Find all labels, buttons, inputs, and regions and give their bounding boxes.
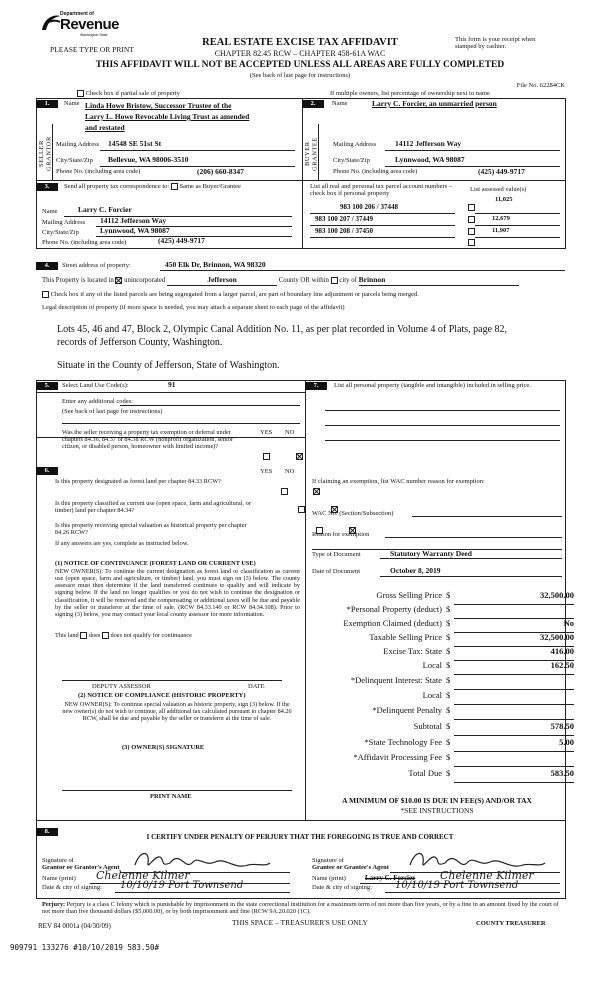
partial-sale-checkbox[interactable]: [77, 90, 84, 97]
calc-row: [312, 633, 574, 647]
section-5-badge: 5.: [36, 382, 58, 390]
buyer-city-label: City/State/Zip: [333, 157, 370, 164]
grantor-date-label: Date & city of signing:: [42, 884, 102, 891]
partial-sale-row: [77, 90, 180, 97]
does-label: does: [88, 632, 101, 639]
buyer-name: Larry C. Forcier, an unmarried person: [372, 99, 497, 108]
perjury-label: Perjury:: [42, 901, 66, 908]
logo-swoosh-icon: [40, 12, 62, 34]
please-type: PLEASE TYPE OR PRINT: [50, 45, 134, 54]
land-use-code: 91: [168, 380, 176, 389]
section6-q3: Is this property receiving special valuation as historical property per chapter 84.26 RCW?: [55, 522, 247, 537]
notice-2-text: NEW OWNER(S): To continue special valuation as historic property, sign (3) below. If the new owner(s) do not wish to continue, all additional tax calculated pursuant to chapter 84.26 RCW, shall be due and payable by the seller or transferor at the time of sale.: [62, 701, 292, 723]
parcel-row: [310, 196, 560, 213]
revenue-logo: [40, 10, 120, 40]
seller-city-label: City/State/Zip: [56, 157, 93, 164]
does-not-checkbox[interactable]: [102, 632, 109, 639]
parcel-personal-checkbox[interactable]: [468, 239, 475, 246]
calc-row: [312, 661, 574, 675]
dollar-sign: $: [446, 604, 451, 614]
seller-mail-label: Mailing Address: [56, 141, 100, 148]
seller-name: [85, 100, 249, 133]
parcels-header: List all real and personal tax parcel account numbers – check box if personal property: [310, 183, 453, 198]
seller-phone-label: Phone No. (including area code): [56, 168, 141, 175]
does-not-label: does not qualify for continuance: [110, 632, 192, 639]
dollar-sign: $: [446, 675, 451, 685]
parcel-number: 983 100 206 / 37448: [340, 203, 398, 211]
calc-row: [312, 619, 574, 633]
tax-corr-city-label: City/State/Zip: [42, 229, 79, 236]
calc-value: 32,500.00: [540, 590, 574, 600]
parcel-row: [310, 239, 560, 249]
see-back: (See back of last page for instructions): [249, 72, 351, 79]
seller-name-label: Name: [64, 100, 80, 107]
q1-yes-checkbox[interactable]: [281, 488, 288, 495]
city-checkbox[interactable]: [331, 277, 338, 284]
grantee-sig-label-2: Grantee or Grantee's Agent: [312, 864, 389, 872]
grantee-sig-label: [312, 857, 389, 872]
tax-corr-mail-label: Mailing Address: [42, 219, 86, 226]
buyer-side-label: BUYER GRANTEE: [304, 137, 319, 171]
seller-city: Bellevue, WA 98006-3510: [108, 155, 189, 164]
assessed-header: List assessed value(s): [470, 186, 527, 193]
calc-value: 32,500.00: [540, 632, 574, 642]
section5-yes-checkbox[interactable]: [263, 453, 270, 460]
located-row: [42, 276, 562, 286]
perjury-body: Perjury is a class C felony which is punishable by imprisonment in the state correctional institution for a maximum term of not more than five years, or by a fine in an amount fixed by the court of not more than five thousand dollars ($5,000.00), or by both imprisonment and fine (RCW 9A.20.020 (1C).: [42, 901, 559, 916]
city-of-label: city of: [339, 277, 357, 284]
dollar-sign: $: [446, 752, 451, 762]
calc-label: *Affidavit Processing Fee: [353, 752, 442, 762]
county-treasurer: COUNTY TREASURER: [476, 920, 546, 927]
buyer-city: Lynnwood, WA 98087: [395, 155, 465, 164]
doc-date: October 8, 2019: [390, 566, 441, 575]
partial-sale-label: Check box if partial sale of property: [85, 90, 180, 97]
logo-sub-text: Washington State: [80, 33, 108, 37]
section-7-badge: 7.: [305, 382, 327, 390]
continuance-row: [55, 632, 192, 639]
dollar-sign: $: [446, 660, 451, 670]
calc-label: Excise Tax: State: [383, 646, 442, 656]
tax-corr-phone-label: Phone No. (including area code): [42, 239, 127, 246]
within-label: within: [311, 277, 329, 284]
form-subtitle: CHAPTER 82.45 RCW – CHAPTER 458-61A WAC: [214, 49, 386, 58]
owner-signature-label: (3) OWNER(S) SIGNATURE: [122, 744, 205, 751]
grantee-name-print: Chelenne Kilmer: [440, 869, 534, 882]
parcel-number: 983 100 207 / 37449: [315, 215, 373, 223]
calc-label: Local: [422, 660, 442, 670]
section-6-badge: 6.: [36, 467, 58, 475]
treasurer-space: THIS SPACE – TREASURER'S USE ONLY: [232, 918, 368, 927]
seller-side-label: SELLER GRANTOR: [38, 136, 53, 172]
buyer-phone-label: Phone No. (including area code): [333, 168, 418, 175]
calc-label: *State Technology Fee: [364, 737, 442, 747]
same-as-buyer-checkbox[interactable]: [171, 183, 178, 190]
deputy-assessor-label: DEPUTY ASSESSOR: [92, 683, 151, 690]
land-use-see-back: (See back of last page for instructions): [62, 408, 163, 415]
same-as-buyer-label: Same as Buyer/Grantee: [179, 183, 241, 190]
grantor-date-city: 10/10/19 Port Townsend: [120, 880, 244, 891]
legal-text-line: Lots 45, 46 and 47, Block 2, Olympic Canal Addition No. 11, as per plat recorded in Volume 4 of Plats, page 82,: [57, 324, 508, 335]
grantee-sig-label-1: Signature of: [312, 857, 344, 864]
q1-no-checkbox[interactable]: [313, 488, 320, 495]
minimum-due-note: A MINIMUM OF $10.00 IS DUE IN FEE(S) AND/OR TAX: [342, 796, 532, 805]
seller-phone: (206) 660-8347: [197, 167, 244, 176]
tax-corr-name: Larry C. Forcier: [78, 205, 132, 214]
legal-text-line: Situate in the County of Jefferson, State of Washington.: [57, 360, 280, 371]
calc-label: *Delinquent Interest: State: [350, 675, 442, 685]
notice-1-title: (1) NOTICE OF CONTINUANCE (FOREST LAND OR CURRENT USE): [55, 560, 256, 567]
seller-name-line: Larry L. Howe Revocable Living Trust as amended: [85, 112, 250, 121]
form-title: REAL ESTATE EXCISE TAX AFFIDAVIT: [202, 37, 398, 48]
section5-yes: YES: [260, 429, 273, 436]
calc-row: [312, 591, 574, 605]
receipt-note: This form is your receipt when stamped by cashier.: [455, 36, 536, 51]
located-label: This Property is located in: [42, 277, 114, 284]
assessor-date-label: DATE: [248, 683, 265, 690]
calc-value: 5.00: [559, 737, 574, 747]
seller-name-line: Linda Howe Bristow, Successor Trustee of the: [85, 101, 232, 110]
parcel-row: [310, 227, 560, 237]
section5-no-checkbox[interactable]: [296, 453, 303, 460]
doc-type-label: Type of Document: [312, 551, 361, 558]
calc-value: 416.00: [550, 646, 574, 656]
calc-label: Subtotal: [413, 721, 442, 731]
calc-label: Local: [422, 690, 442, 700]
grantee-date-city: 10/10/19 Port Townsend: [395, 880, 519, 891]
street-label: Street address of property:: [62, 262, 131, 269]
calc-label: Taxable Selling Price: [369, 632, 442, 642]
section6-q2: Is this property classified as current use (open space, farm and agricultural, or timber) land per chapter 84.34?: [55, 500, 251, 515]
print-name-label: PRINT NAME: [150, 793, 192, 800]
county-value: Jefferson: [167, 276, 277, 286]
grantee-name-label: Name (print): [312, 875, 346, 882]
tax-corr-phone: (425) 449-9717: [158, 236, 205, 245]
grantor-sig-label-2: Grantor or Grantor's Agent: [42, 864, 120, 872]
parcel-personal-checkbox[interactable]: [468, 216, 475, 223]
calc-row: [312, 676, 574, 690]
notice-1-text: NEW OWNER(S): To continue the current designation as forest land or classification as current use (open space, farm and agriculture, or timber) land, you must sign on (3) below. The county assessor must then determine if the land transferred continues to qualify and will indicate by signing below. If the land no longer qualifies or you do not wish to continue the designation or classification, it will be removed and the compensating or additional taxes will be due and payable by the seller or transferor at the time of sale. (RCW 84.33.140 or RCW 84.34.108). Prior to signing (3) below, you may contact your local county assessor for more information.: [55, 568, 300, 618]
calc-value: No: [563, 618, 574, 628]
see-instructions: *SEE INSTRUCTIONS: [400, 806, 474, 815]
land-use-label: Select Land Use Code(s):: [62, 382, 129, 389]
parcel-assessed-value: 11,907: [492, 227, 510, 234]
section6-no: NO: [285, 468, 295, 475]
perjury-text: [42, 901, 562, 915]
grantor-sig-label-1: Signature of: [42, 857, 74, 864]
tax-corr-city: Lynnwood, WA 98087: [100, 226, 170, 235]
dollar-sign: $: [446, 721, 451, 731]
calc-row: [312, 647, 574, 661]
calc-value: 578.50: [550, 721, 574, 731]
calc-row: [312, 769, 574, 783]
dollar-sign: $: [446, 590, 451, 600]
section5-no: NO: [285, 429, 295, 436]
section5-question: Was the seller receiving a property tax exemption or deferral under chapters 84.36, 84.37 or 84.38 RCW (nonprofit organization, senior citizen, or disabled person, homeowner with limited income)?: [62, 429, 233, 451]
logo-top-text: Department of: [60, 11, 94, 17]
notice-2-title: (2) NOTICE OF COMPLIANCE (HISTORIC PROPERTY): [78, 692, 246, 699]
warning-banner: THIS AFFIDAVIT WILL NOT BE ACCEPTED UNLESS ALL AREAS ARE FULLY COMPLETED: [95, 60, 505, 70]
calc-label: *Delinquent Penalty: [372, 705, 442, 715]
doc-type: Statutory Warranty Deed: [390, 549, 472, 558]
parcel-number: 983 100 208 / 37450: [315, 227, 373, 235]
wac-label: WAC No. (Section/Subsection): [312, 510, 394, 517]
certify-statement: I CERTIFY UNDER PENALTY OF PERJURY THAT THE FOREGOING IS TRUE AND CORRECT: [146, 833, 454, 841]
unincorporated-label: unincorporated: [124, 277, 166, 284]
calc-value: 162.50: [550, 660, 574, 670]
parcel-assessed-value: 12,679: [492, 215, 510, 222]
calc-label: Total Due: [408, 768, 442, 778]
receipt-stamp: 909791 133276 #10/10/2019 583.50#: [10, 943, 160, 952]
file-number: File No. 62284CK: [516, 82, 565, 89]
segregated-checkbox[interactable]: [42, 291, 49, 298]
logo-main-text: Revenue: [60, 16, 120, 33]
section-8-badge: 8.: [36, 828, 58, 836]
legal-text-line: records of Jefferson County, Washington.: [57, 337, 223, 348]
dollar-sign: $: [446, 618, 451, 628]
buyer-phone: (425) 449-9717: [478, 167, 525, 176]
buyer-mail-label: Mailing Address: [333, 141, 377, 148]
county-or-label: County OR: [278, 277, 310, 284]
doc-date-label: Date of Document: [312, 568, 361, 575]
parcel-assessed-value: 11,025: [495, 196, 513, 203]
multiple-owners-note: If multiple owners, list percentage of ownership next to name: [330, 90, 490, 97]
grantor-name-print: Chelenne Kilmer: [96, 869, 190, 882]
dollar-sign: $: [446, 705, 451, 715]
tax-corr-name-label: Name: [42, 208, 58, 215]
section-1-badge: 1.: [36, 100, 58, 108]
seller-name-line: and restated: [85, 123, 125, 132]
calc-row: [312, 738, 574, 752]
calc-row: [312, 691, 574, 705]
street-address: 450 Elk Dr, Brinnon, WA 98320: [165, 260, 266, 269]
section6-yes: YES: [260, 468, 273, 475]
seller-mail: 14548 SE 51st St: [108, 139, 162, 148]
dollar-sign: $: [446, 737, 451, 747]
tax-corr-mail: 14112 Jefferson Way: [100, 216, 167, 225]
calc-label: *Personal Property (deduct): [346, 604, 442, 614]
rev-number: REV 84 0001a (04/30/09): [38, 922, 111, 930]
dollar-sign: $: [446, 632, 451, 642]
section6-note: If any answers are yes, complete as instructed below.: [55, 540, 189, 547]
personal-property-label: List all personal property (tangible and intangible) included in selling price.: [334, 382, 531, 389]
buyer-name-label: Name: [332, 100, 348, 107]
grantor-name-label: Name (print): [42, 875, 76, 882]
reason-label: Reason for exemption: [312, 531, 370, 538]
dollar-sign: $: [446, 768, 451, 778]
segregated-row: [42, 291, 419, 298]
dollar-sign: $: [446, 690, 451, 700]
does-checkbox[interactable]: [80, 632, 87, 639]
city-value: Brinnon: [359, 276, 519, 286]
tax-corr-row: [64, 183, 241, 190]
exemption-label: If claiming an exemption, list WAC number reason for exemption:: [312, 478, 485, 485]
section-3-badge: 3.: [36, 183, 58, 191]
tax-corr-label: Send all property tax correspondence to:: [64, 183, 170, 190]
parcel-row: [310, 215, 560, 225]
calc-label: Gross Selling Price: [376, 590, 442, 600]
legal-label: Legal description of property (if more space is needed, you may attach a separate sheet to each page of the affidavit): [42, 304, 345, 311]
segregated-label: Check box if any of the listed parcels are being segregated from a larger parcel, are part of boundary line adjustment or parcels being merged.: [50, 291, 419, 298]
calc-row: [312, 605, 574, 619]
section-4-badge: 4.: [36, 262, 58, 270]
section6-q1: Is this property designated as forest land per chapter 84.33 RCW?: [55, 478, 221, 485]
calc-row: [312, 753, 574, 767]
calc-value: 583.50: [550, 768, 574, 778]
calc-row: [312, 722, 574, 736]
calc-label: Exemption Claimed (deduct): [343, 618, 442, 628]
parcel-personal-checkbox[interactable]: [468, 228, 475, 235]
calc-row: [312, 706, 574, 720]
grantee-date-label: Date & city of signing:: [312, 884, 372, 891]
parcel-personal-checkbox[interactable]: [468, 204, 475, 211]
buyer-mail: 14112 Jefferson Way: [395, 139, 462, 148]
q2-yes-checkbox[interactable]: [298, 506, 305, 513]
section-2-badge: 2.: [302, 100, 324, 108]
this-land-label: This land: [55, 632, 79, 639]
additional-codes-label: Enter any additional codes:: [62, 398, 133, 405]
unincorporated-checkbox[interactable]: [115, 277, 122, 284]
grantee-name-strike: Larry C. Forcier: [365, 874, 416, 882]
dollar-sign: $: [446, 646, 451, 656]
